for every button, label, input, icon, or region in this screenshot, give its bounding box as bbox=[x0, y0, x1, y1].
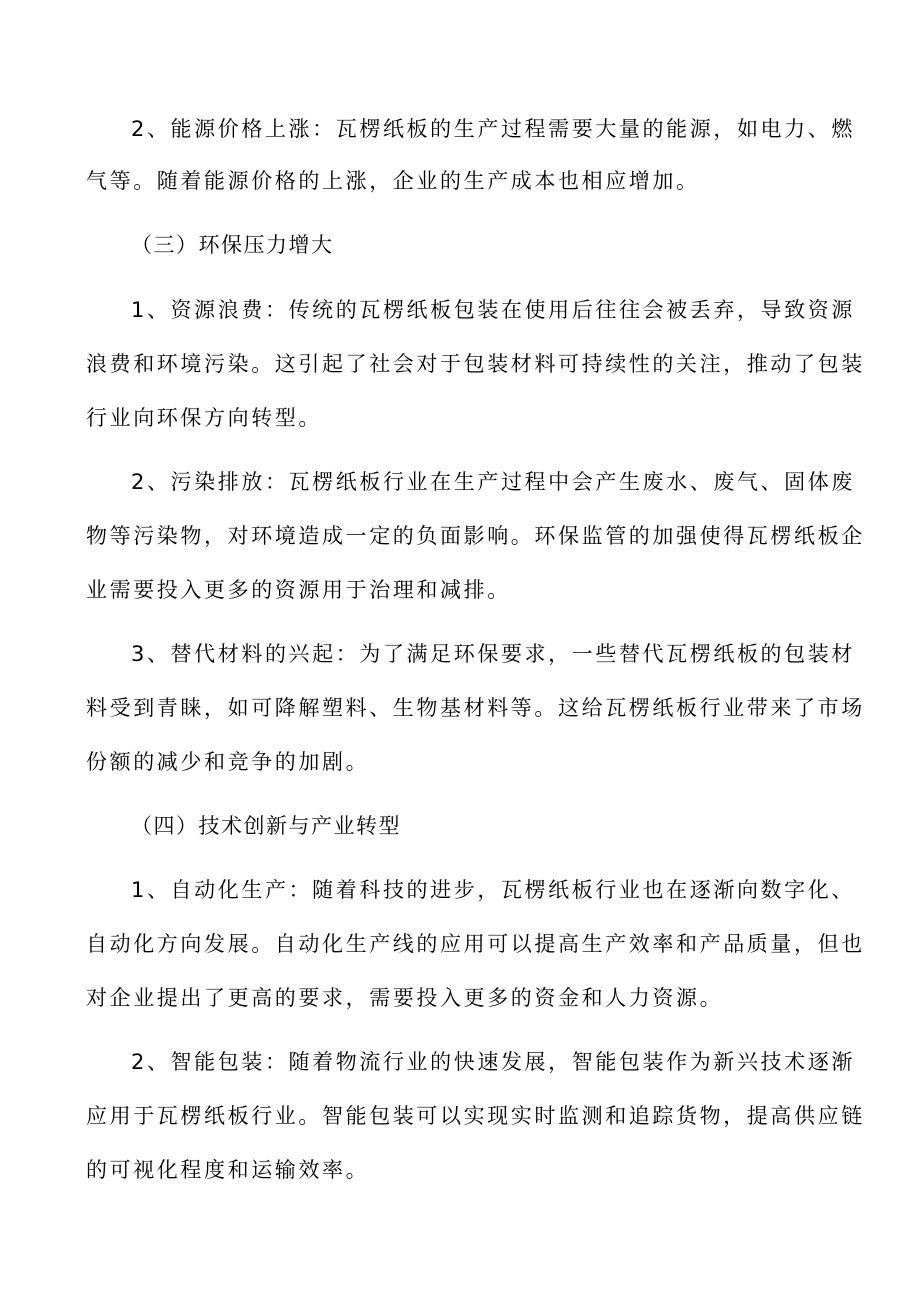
paragraph-smart-packaging-line-2: 应用于瓦楞纸板行业。智能包装可以实现实时监测和追踪货物，提高供应链 bbox=[86, 1104, 865, 1128]
paragraph-smart-packaging-line-3: 的可视化程度和运输效率。 bbox=[86, 1158, 370, 1182]
paragraph-resource-waste-line-1: 1、资源浪费：传统的瓦楞纸板包装在使用后往往会被丢弃，导致资源 bbox=[131, 298, 855, 322]
paragraph-smart-packaging-line-1: 2、智能包装：随着物流行业的快速发展，智能包装作为新兴技术逐渐 bbox=[131, 1050, 855, 1074]
paragraph-alternative-materials-line-3: 份额的减少和竞争的加剧。 bbox=[86, 750, 370, 774]
paragraph-energy-price-line-2: 气等。随着能源价格的上涨，企业的生产成本也相应增加。 bbox=[86, 169, 700, 193]
paragraph-automation-line-1: 1、自动化生产：随着科技的进步，瓦楞纸板行业也在逐渐向数字化、 bbox=[131, 878, 855, 902]
paragraph-resource-waste-line-3: 行业向环保方向转型。 bbox=[86, 406, 322, 430]
paragraph-pollution-line-2: 物等污染物，对环境造成一定的负面影响。环保监管的加强使得瓦楞纸板企 bbox=[86, 524, 865, 548]
section-heading-environmental-pressure: （三）环保压力增大 bbox=[131, 233, 334, 257]
paragraph-pollution-line-3: 业需要投入更多的资源用于治理和减排。 bbox=[86, 578, 511, 602]
paragraph-automation-line-3: 对企业提出了更高的要求，需要投入更多的资金和人力资源。 bbox=[86, 986, 724, 1010]
paragraph-alternative-materials-line-1: 3、替代材料的兴起：为了满足环保要求，一些替代瓦楞纸板的包装材 bbox=[131, 642, 855, 666]
paragraph-resource-waste-line-2: 浪费和环境污染。这引起了社会对于包装材料可持续性的关注，推动了包装 bbox=[86, 352, 865, 376]
paragraph-energy-price-line-1: 2、能源价格上涨：瓦楞纸板的生产过程需要大量的能源，如电力、燃 bbox=[131, 117, 855, 141]
paragraph-alternative-materials-line-2: 料受到青睐，如可降解塑料、生物基材料等。这给瓦楞纸板行业带来了市场 bbox=[86, 696, 865, 720]
paragraph-pollution-line-1: 2、污染排放：瓦楞纸板行业在生产过程中会产生废水、废气、固体废 bbox=[131, 470, 855, 494]
paragraph-automation-line-2: 自动化方向发展。自动化生产线的应用可以提高生产效率和产品质量，但也 bbox=[86, 932, 865, 956]
section-heading-technology-innovation: （四）技术创新与产业转型 bbox=[131, 814, 401, 838]
